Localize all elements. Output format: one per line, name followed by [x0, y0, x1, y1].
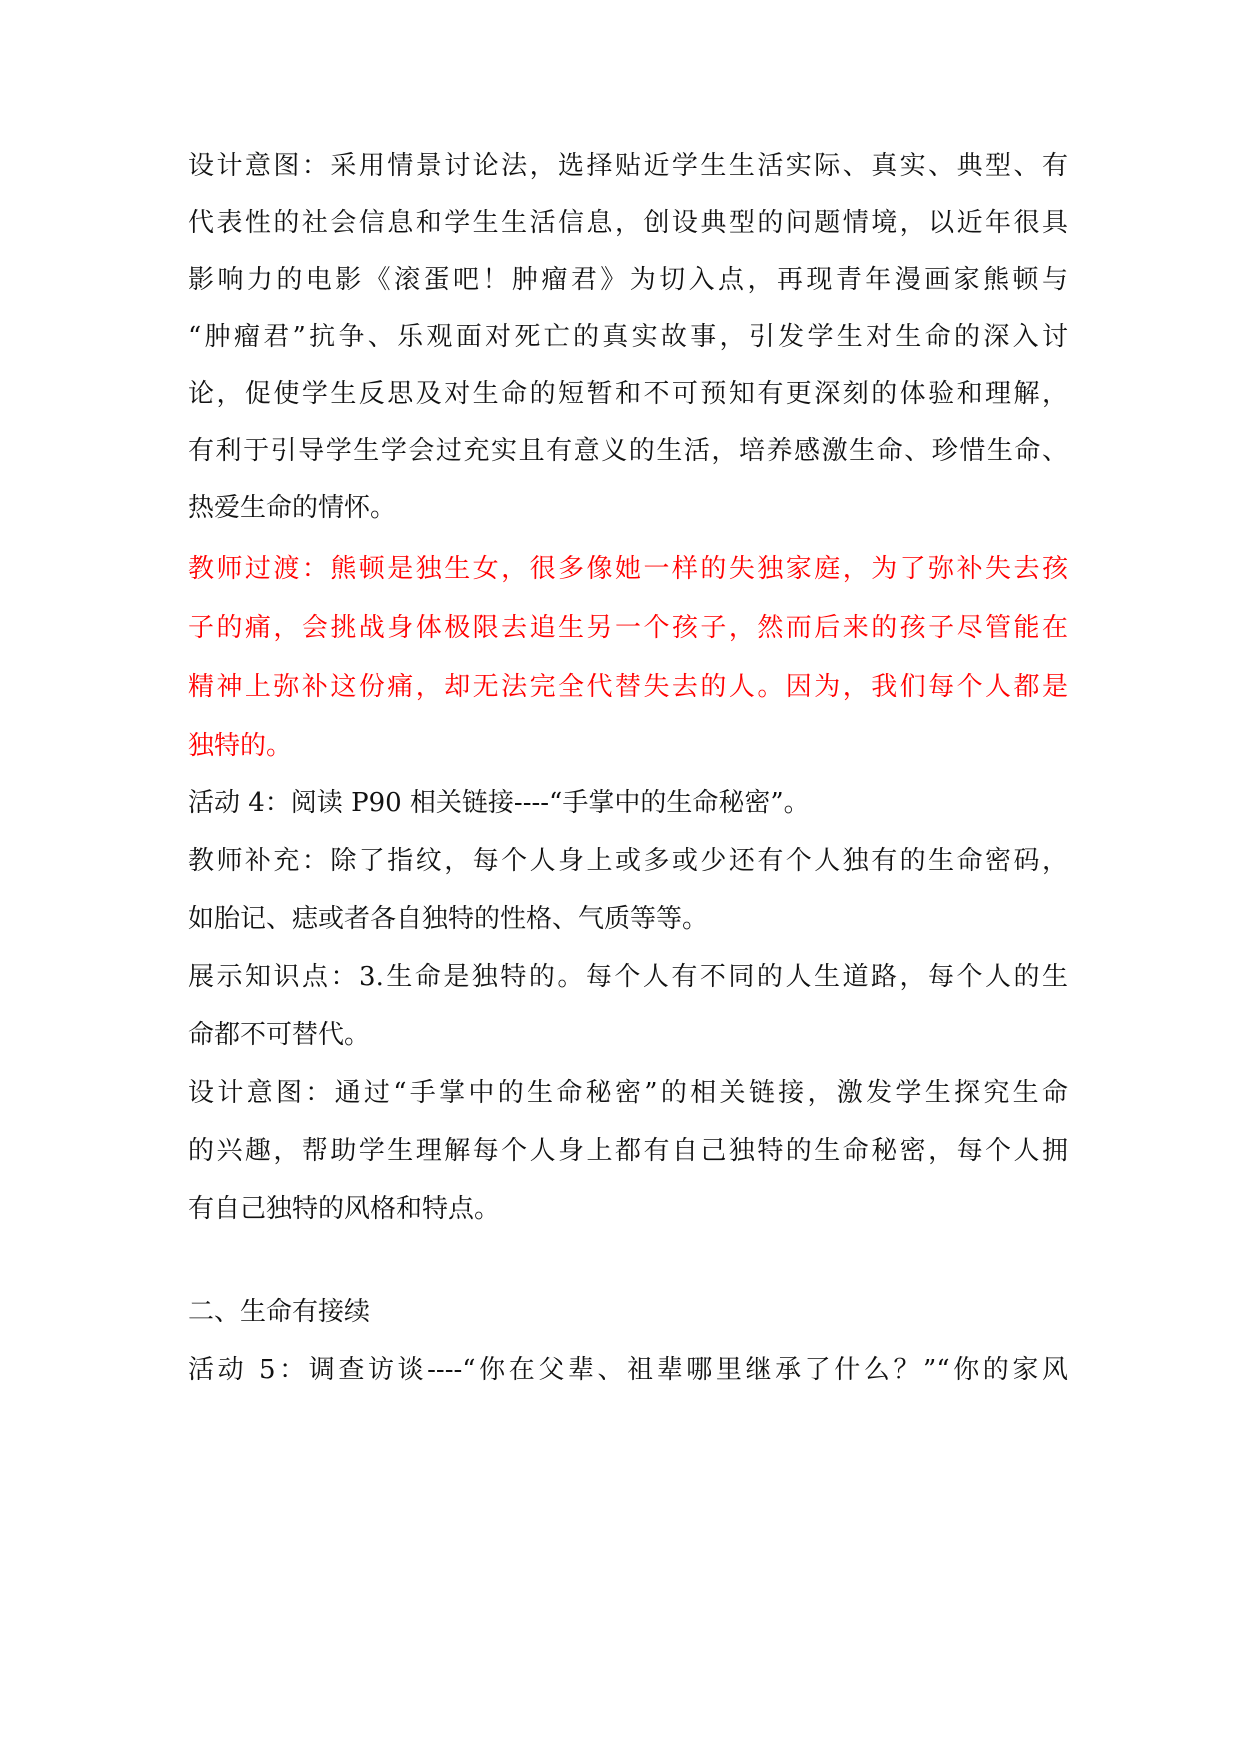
text-line: 教师过渡：熊顿是独生女，很多像她一样的失独家庭，为了弥补失去孩 — [188, 554, 1068, 584]
text-line: 设计意图：通过“手掌中的生命秘密”的相关链接，激发学生探究生命 — [188, 1078, 1068, 1108]
text-line: “肿瘤君”抗争、乐观面对死亡的真实故事，引发学生对生命的深入讨 — [188, 322, 1068, 352]
text-line: 设计意图：采用情景讨论法，选择贴近学生生活实际、真实、典型、有 — [188, 151, 1068, 181]
text-line: 论，促使学生反思及对生命的短暂和不可预知有更深刻的体验和理解， — [188, 379, 1068, 409]
text-line: 独特的。 — [188, 731, 293, 761]
text-line: 代表性的社会信息和学生生活信息，创设典型的问题情境，以近年很具 — [188, 208, 1068, 238]
text-line: 精神上弥补这份痛，却无法完全代替失去的人。因为，我们每个人都是 — [188, 672, 1068, 702]
text-line: 如胎记、痣或者各自独特的性格、气质等等。 — [188, 904, 709, 934]
text-line: 有自己独特的风格和特点。 — [188, 1194, 501, 1224]
text-line: 的兴趣，帮助学生理解每个人身上都有自己独特的生命秘密，每个人拥 — [188, 1136, 1068, 1166]
text-line: 影响力的电影《滚蛋吧！肿瘤君》为切入点，再现青年漫画家熊顿与 — [188, 265, 1068, 295]
section-heading: 二、生命有接续 — [188, 1297, 371, 1327]
activity-4-line: 活动 4：阅读 P90 相关链接----“手掌中的生命秘密”。 — [188, 788, 810, 818]
activity-5-line: 活动 5：调查访谈----“你在父辈、祖辈哪里继承了什么？”“你的家风 — [188, 1355, 1068, 1385]
text-line: 展示知识点：3.生命是独特的。每个人有不同的人生道路，每个人的生 — [188, 962, 1068, 992]
text-line: 教师补充：除了指纹，每个人身上或多或少还有个人独有的生命密码， — [188, 846, 1068, 876]
text-line: 热爱生命的情怀。 — [188, 493, 397, 523]
text-line: 有利于引导学生学会过充实且有意义的生活，培养感激生命、珍惜生命、 — [188, 436, 1068, 466]
text-line: 命都不可替代。 — [188, 1020, 371, 1050]
text-line: 子的痛，会挑战身体极限去追生另一个孩子，然而后来的孩子尽管能在 — [188, 613, 1068, 643]
